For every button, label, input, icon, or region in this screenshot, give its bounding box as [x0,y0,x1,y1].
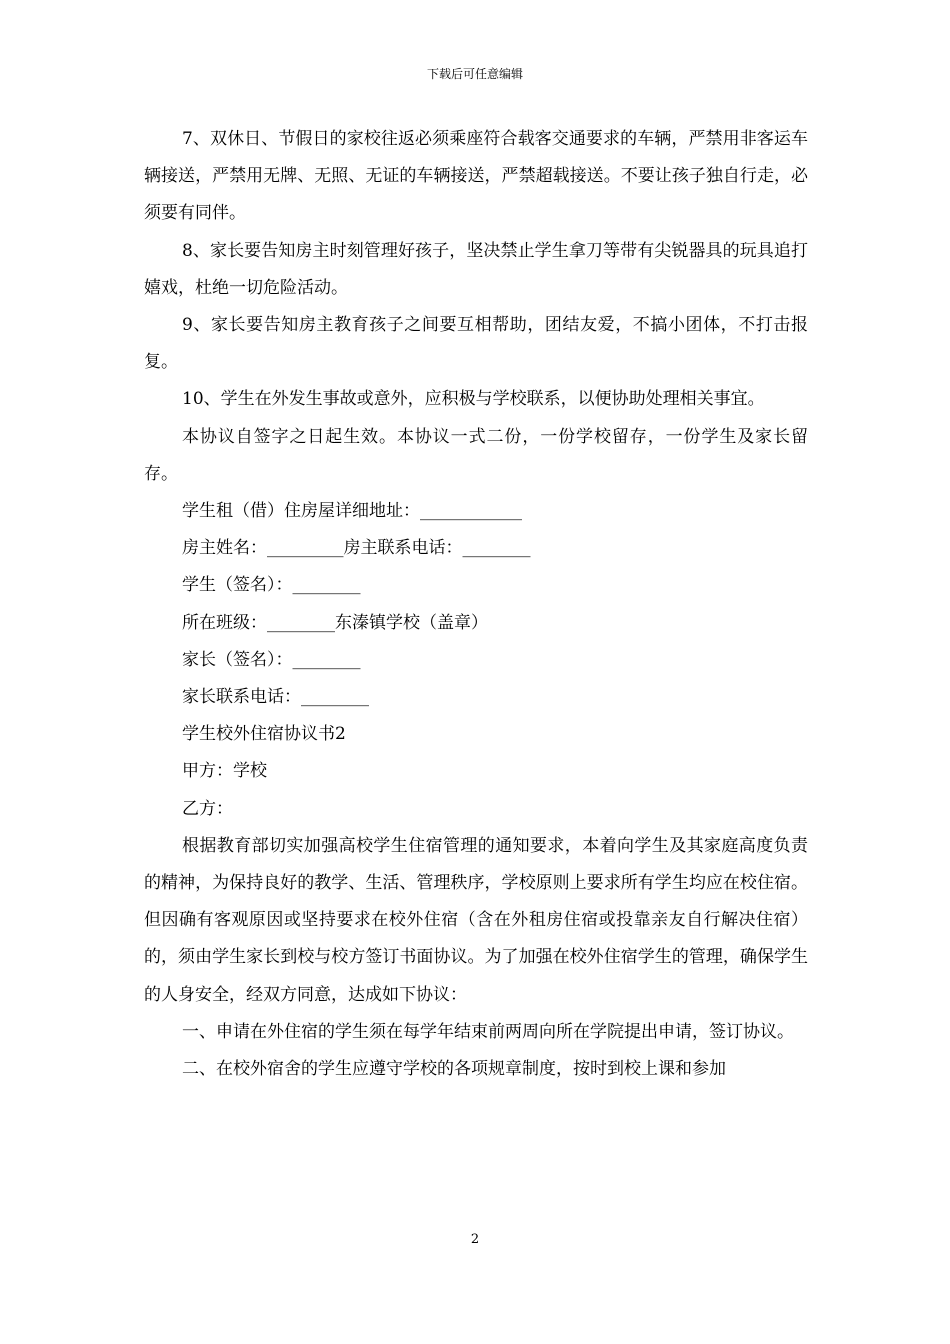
article-1: 一、申请在外住宿的学生须在每学年结束前两周向所在学院提出申请，签订协议。 [182,1021,794,1042]
clause-8: 8、家长要告知房主时刻管理好孩子，坚决禁止学生拿刀等带有尖锐器具的玩具追打嬉戏，杜绝一切危险活动。 [144,240,808,298]
field-student-signature: 学生（签名）：________ [182,575,361,596]
field-class: 所在班级：________东溱镇学校（盖章） [182,612,488,633]
article-2: 二、在校外宿舍的学生应遵守学校的各项规章制度，按时到校上课和参加 [182,1059,726,1080]
party-a: 甲方：学校 [182,761,267,782]
clause-10: 10、学生在外发生事故或意外，应积极与学校联系，以便协助处理相关事宜。 [182,389,765,410]
field-address: 学生租（借）住房屋详细地址：____________ [182,501,522,522]
document-body [144,121,808,1088]
page-number: 2 [470,1232,480,1247]
field-landlord: 房主姓名：_________房主联系电话：________ [182,538,531,559]
clause-7: 7、双休日、节假日的家校往返必须乘座符合载客交通要求的车辆，严禁用非客运车辆接送，严禁用无牌、无照、无证的车辆接送，严禁超载接送。不要让孩子独自行走，必须要有同伴。 [144,129,808,224]
field-parent-signature: 家长（签名）：________ [182,649,361,670]
effective-clause: 本协议自签字之日起生效。本协议一式二份，一份学校留存，一份学生及家长留存。 [144,426,808,484]
clause-9: 9、家长要告知房主教育孩子之间要互相帮助，团结友爱，不搞小团体，不打击报复。 [144,315,808,373]
party-b: 乙方： [182,798,233,819]
page-header: 下载后可任意编辑 [426,67,523,81]
section-title: 学生校外住宿协议书2 [182,724,346,745]
preamble: 根据教育部切实加强高校学生住宿管理的通知要求，本着向学生及其家庭高度负责的精神，为保持良好的教学、生活、管理秩序，学校原则上要求所有学生均应在校住宿。但因确有客观原因或坚持要求在校外住宿（含在外租房住宿或投靠亲友自行解决住宿）的，须由学生家长到校与校方签订书面协议。为了加强在校外住宿学生的管理，确保学生的人身安全，经双方同意，达成如下协议： [144,835,808,1005]
field-parent-phone: 家长联系电话：________ [182,687,369,708]
